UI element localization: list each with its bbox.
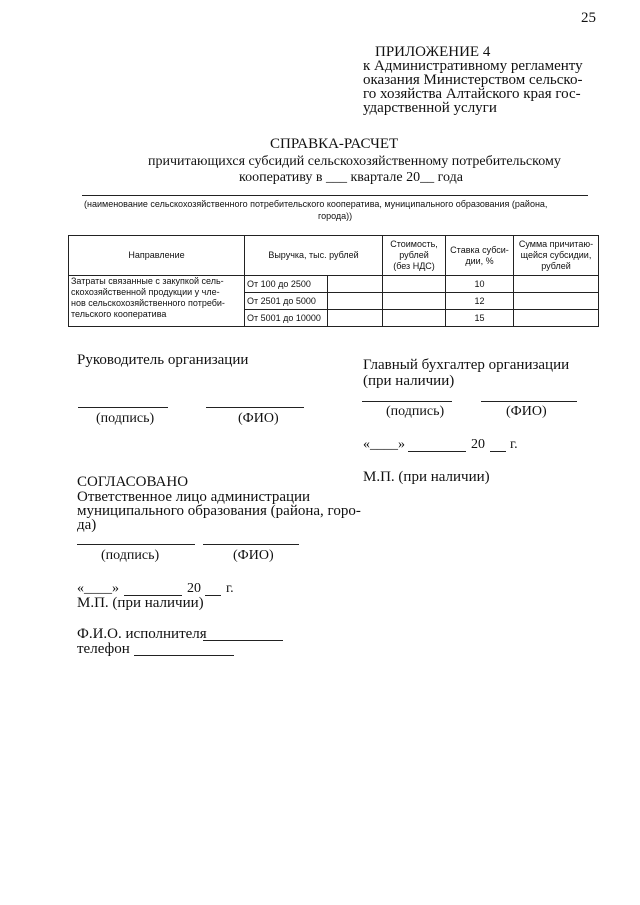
executor-phone-line — [134, 655, 234, 656]
revenue-range: От 2501 до 5000 — [245, 293, 328, 310]
table-row — [69, 276, 599, 293]
accountant-note: (при наличии) — [363, 373, 455, 389]
appendix-line: к Административному регламенту — [363, 58, 583, 74]
fio-caption: (ФИО) — [238, 411, 279, 426]
signature-line — [77, 544, 195, 545]
stamp-label: М.П. (при наличии) — [363, 469, 490, 485]
appendix-line: ударственной услуги — [363, 100, 497, 116]
form-subtitle-quarter: кооперативу в ___ квартале 20__ года — [239, 170, 463, 185]
date-day: «____» — [77, 581, 119, 596]
sign-caption: (подпись) — [96, 411, 155, 426]
fio-caption: (ФИО) — [506, 404, 547, 419]
cost-cell — [383, 276, 446, 293]
date-year: 20 — [187, 581, 201, 596]
header-cost: Стоимость, рублей (без НДС) — [383, 236, 446, 276]
fio-line — [481, 401, 577, 402]
sign-caption: (подпись) — [101, 548, 160, 563]
head-label: Руководитель организации — [77, 352, 249, 368]
cost-cell — [383, 293, 446, 310]
amount-cell — [514, 310, 599, 327]
approval-title: СОГЛАСОВАНО — [77, 474, 189, 490]
signature-line — [78, 407, 168, 408]
appendix-line: оказания Министерством сельско- — [363, 72, 583, 88]
rate-value: 15 — [446, 310, 514, 327]
date-year: 20 — [471, 437, 485, 452]
organization-name-line — [82, 195, 588, 196]
approval-line: Ответственное лицо администрации — [77, 489, 311, 505]
appendix-title: ПРИЛОЖЕНИЕ 4 — [375, 44, 491, 60]
fio-line — [206, 407, 304, 408]
stamp-label: М.П. (при наличии) — [77, 595, 204, 611]
fio-caption: (ФИО) — [233, 548, 274, 563]
header-revenue: Выручка, тыс. рублей — [245, 236, 383, 276]
subsidy-calculation-table — [68, 235, 599, 327]
fio-line — [203, 544, 299, 545]
form-title: СПРАВКА-РАСЧЕТ — [270, 136, 399, 152]
amount-cell — [514, 293, 599, 310]
rate-value: 12 — [446, 293, 514, 310]
rate-value: 10 — [446, 276, 514, 293]
date-month-line — [408, 451, 466, 452]
form-subtitle: причитающихся субсидий сельскохозяйственному потребительскому — [148, 154, 561, 169]
organization-name-caption: (наименование сельскохозяйственного потребительского кооператива, муниципального образования (района, — [84, 199, 548, 209]
appendix-line: го хозяйства Алтайского края гос- — [363, 86, 581, 102]
date-g: г. — [226, 581, 234, 596]
signature-line — [362, 401, 452, 402]
accountant-label: Главный бухгалтер организации — [363, 357, 570, 373]
approval-line: да) — [77, 517, 97, 533]
revenue-value-cell — [328, 310, 383, 327]
revenue-value-cell — [328, 293, 383, 310]
header-direction: Направление — [69, 236, 245, 276]
date-day: «____» — [363, 437, 405, 452]
executor-fio-line — [203, 640, 283, 641]
revenue-range: От 100 до 2500 — [245, 276, 328, 293]
revenue-range: От 5001 до 10000 — [245, 310, 328, 327]
revenue-value-cell — [328, 276, 383, 293]
executor-phone-label: телефон — [77, 641, 130, 657]
date-year-line — [205, 595, 221, 596]
date-year-line — [490, 451, 506, 452]
executor-fio-label: Ф.И.О. исполнителя — [77, 626, 207, 642]
sign-caption: (подпись) — [386, 404, 445, 419]
direction-cell: Затраты связанные с закупкой сель- скохозяйственной продукции у чле- нов сельскохозяйственного потреби- тельского кооператива — [69, 276, 245, 327]
amount-cell — [514, 276, 599, 293]
date-g: г. — [510, 437, 518, 452]
approval-line: муниципального образования (района, горо- — [77, 503, 361, 519]
page-number: 25 — [581, 10, 596, 26]
header-amount: Сумма причитаю- щейся субсидии, рублей — [514, 236, 599, 276]
header-rate: Ставка субси- дии, % — [446, 236, 514, 276]
cost-cell — [383, 310, 446, 327]
organization-name-caption: города)) — [318, 211, 353, 221]
